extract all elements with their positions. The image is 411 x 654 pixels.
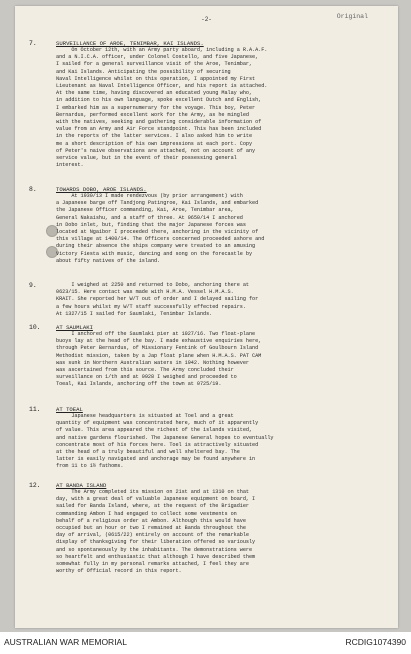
footer-institution: AUSTRALIAN WAR MEMORIAL (4, 637, 127, 647)
section-body: Japanese headquarters is situated at Toel and a great quantity of equipment was concentrated here, much of it apparently of value. This area appeared the richest of the islands visited, and native gardens flourished. The Japanese General hopes to eventually concentrate most of his forces here. Toel is attractively situated at the head of a truly beautiful and well sheltered bay. The latter is easily navigated and anchorage may be found anywhere in from 11 to 1½ fathoms. (56, 413, 274, 470)
document-page (15, 6, 398, 628)
section-heading: AT BANDA ISLAND (56, 482, 107, 489)
section-number: 11. (29, 406, 41, 413)
section-number: 10. (29, 324, 41, 331)
section-number: 8. (29, 186, 37, 193)
page-number: -2- (201, 16, 212, 23)
section-heading: AT TOEAL (56, 406, 83, 413)
section-heading: AT SAUMLAKI (56, 324, 93, 331)
section-number: 9. (29, 282, 37, 289)
section-body: The Army completed its mission on 21st and at 1310 on that day, with a great deal of valuable Japanese equipment on board, I sailed for Banda Island, where, at the request of the Brigadier commanding Ambon I had engaged to collect some vestments on behalf of a religious order at Ambon. Although this would have occupied but an hour or two I remained at Banda throughout the day of arrival, (0615/22) entirely on account of the remarkable display of thanksgiving for their liberation offered so variously and so spontaneously by the inhabitants. The demonstrations were so heartfelt and enthusiastic that although I have described them somewhat fully in my personal remarks attached, I feel they are worthy of Official record in this report. (56, 489, 256, 575)
section-body: I weighed at 2250 and returned to Dobo, anchoring there at 0623/15. Here contact was made with H.M.A. Vessel H.M.A.S. KRAIT. She reported her W/T out of order and I delayed sailing for a few hours whilst my W/T staff successfully effected repairs. At 1327/15 I sailed for Saumlaki, Tenimbar Islands. (56, 282, 259, 317)
section-body: I anchored off the Saumlaki pier at 1027/16. Two float-plane buoys lay at the head of the bay. I made exhaustive enquiries here, through Peter Bernardus, of Missionary Fentink of Goulbourn Island Methodist mission, taken by a Jap float plane when H.M.A.S. PAT CAM was sunk in Northern Australian waters in 1942. Nothing however was ascertained from this source. The Army concluded their surveillance on 1/th and at 0928 I weighed and proceeded to Toeal, Kai Islands, anchoring off the town at 0725/19. (56, 331, 262, 388)
section-number: 12. (29, 482, 41, 489)
section-number: 7. (29, 40, 37, 47)
original-stamp: Original (336, 13, 368, 20)
section-body: On October 12th, with an Army party aboard, including a R.A.A.F. and a N.I.C.A. officer, under Colonel Costello, and five Japanese, I sailed for a general surveillance visit of the Aroe, Tenimbar, and Kai Islands. Anticipating the possibility of securing Naval Intelligence whilst on this operation, I appointed my First Lieutenant as Naval Intelligence Officer, and his report is attached. At the same time, having discovered an educated young Malay who, in addition to his own language, spoke excellent Dutch and English, I embarked him as a supernumerary for the voyage. This boy, Peter Bernardus, performed excellent work for the Army, as he mingled with the natives, seeking and gathering considerable information of value from an Army and Air Force standpoint. This has been included in the reports of the latter services. I also asked him to write me a short description of his own impressions at each port. Copy of Peter's naive observations are attached, not on account of any service value, but in the event of their possessing general interest. (56, 47, 268, 169)
footer-record-id: RCDIG1074390 (345, 637, 406, 647)
section-body: At 1930/13 I made rendezvous (by prior arrangement) with a Japanese barge off Tandjong Patingroe, Kai Islands, and embarked the Japanese Officer commanding, Kai, Aroe, Tenimbar area, General Nakaishu, and a staff of three. At 0650/14 I anchored in Dobo inlet, but, finding that the major Japanese forces was located at Ngaibor I proceeded there, anchoring in the vicinity of this village at 1400/14. The Officers concerned proceeded ashore and during their absence the ships company were treated to an amusing Victory Fiesta with music, dancing and song on the forecastle by about fifty natives of the island. (56, 193, 265, 264)
archive-footer (0, 632, 411, 654)
section-heading: TOWARDS DOBO, AROE ISLANDS. (56, 186, 147, 193)
section-heading: SURVEILLANCE OF AROE, TENIMBAR, KAI ISLANDS. (56, 40, 204, 47)
